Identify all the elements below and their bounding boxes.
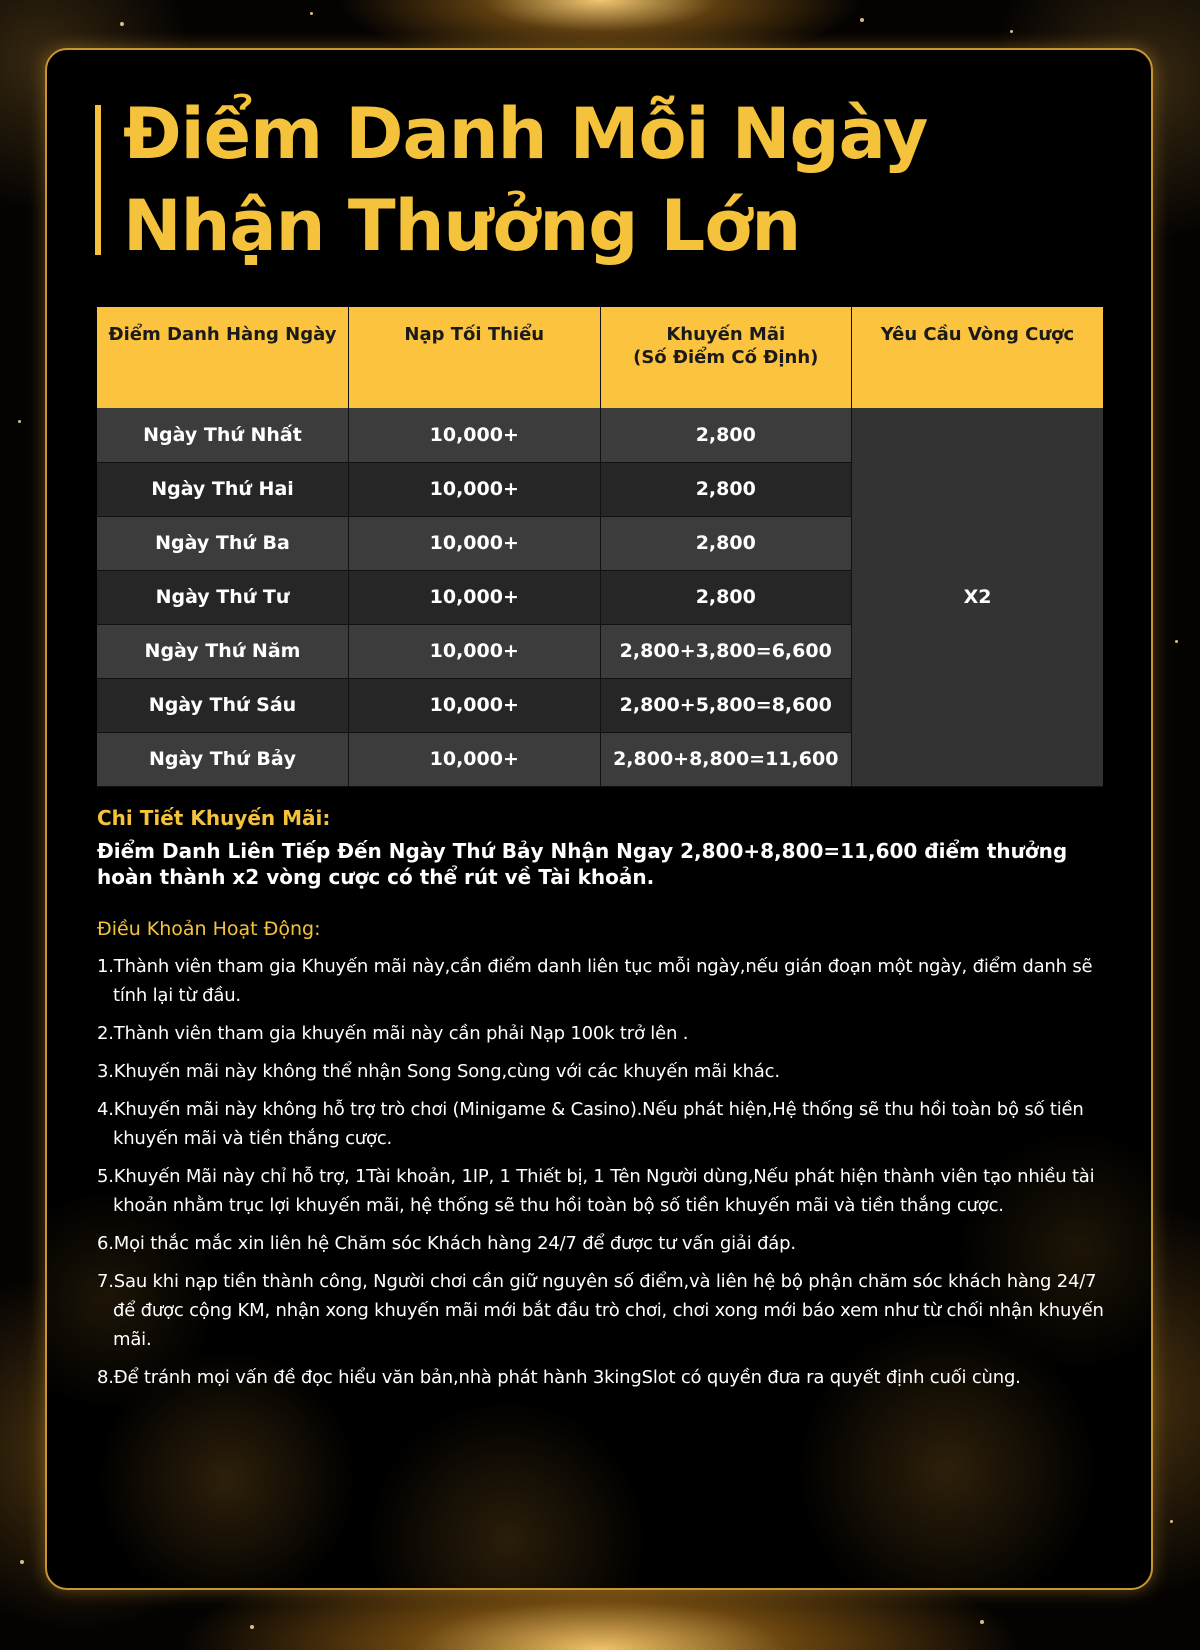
cell-min-deposit: 10,000+ (349, 408, 601, 462)
list-item: 2.Thành viên tham gia khuyến mãi này cần phải Nạp 100k trở lên . (97, 1023, 689, 1044)
cell-day: Ngày Thứ Bảy (97, 732, 349, 786)
sparkle-decoration (1170, 1520, 1173, 1523)
cell-day: Ngày Thứ Sáu (97, 678, 349, 732)
promo-table (97, 307, 1103, 787)
cell-min-deposit: 10,000+ (349, 678, 601, 732)
cell-wager: X2 (852, 408, 1104, 786)
sparkle-decoration (310, 12, 313, 15)
list-item: 3.Khuyến mãi này không thể nhận Song Song,cùng với các khuyến mãi khác. (97, 1061, 780, 1082)
terms-heading: Điều Khoản Hoạt Động: (97, 918, 321, 940)
sparkle-decoration (1010, 30, 1013, 33)
list-item: 1.Thành viên tham gia Khuyến mãi này,cần điểm danh liên tục mỗi ngày,nếu gián đoạn một ngày, điểm danh sẽ tính lại từ đầu. (97, 956, 1093, 1006)
cell-bonus: 2,800 (600, 516, 852, 570)
sparkle-decoration (980, 1620, 984, 1624)
cell-min-deposit: 10,000+ (349, 732, 601, 786)
header-min-deposit: Nạp Tối Thiểu (349, 307, 601, 408)
cell-bonus: 2,800+5,800=8,600 (600, 678, 852, 732)
cell-min-deposit: 10,000+ (349, 624, 601, 678)
title-line-1: Điểm Danh Mỗi Ngày (123, 93, 928, 175)
header-bonus: Khuyến Mãi (Số Điểm Cố Định) (600, 307, 852, 408)
cell-bonus: 2,800+8,800=11,600 (600, 732, 852, 786)
cell-min-deposit: 10,000+ (349, 516, 601, 570)
cell-day: Ngày Thứ Ba (97, 516, 349, 570)
details-summary: Điểm Danh Liên Tiếp Đến Ngày Thứ Bảy Nhận Ngay 2,800+8,800=11,600 điểm thưởng hoàn thành x2 vòng cược có thể rút về Tài khoản. (97, 839, 1068, 889)
cell-day: Ngày Thứ Tư (97, 570, 349, 624)
table-row (97, 408, 1103, 462)
sparkle-decoration (250, 1625, 254, 1629)
list-item: 7.Sau khi nạp tiền thành công, Người chơi cần giữ nguyên số điểm,và liên hệ bộ phận chăm sóc khách hàng 24/7 để được cộng KM, nhận xong khuyến mãi mới bắt đầu trò chơi, chơi xong mới báo xem như từ chối nhận khuyến mãi. (97, 1271, 1104, 1350)
sparkle-decoration (20, 1560, 24, 1564)
sparkle-decoration (120, 22, 124, 26)
cell-day: Ngày Thứ Hai (97, 462, 349, 516)
list-item: 4.Khuyến mãi này không hỗ trợ trò chơi (Minigame & Casino).Nếu phát hiện,Hệ thống sẽ thu hồi toàn bộ số tiền khuyến mãi và tiền thắng cược. (97, 1099, 1084, 1149)
cell-min-deposit: 10,000+ (349, 570, 601, 624)
header-checkin-day: Điểm Danh Hàng Ngày (97, 307, 349, 408)
promo-details (97, 806, 1107, 1401)
title-accent-bar (95, 105, 101, 255)
list-item: 5.Khuyến Mãi này chỉ hỗ trợ, 1Tài khoản, 1IP, 1 Thiết bị, 1 Tên Người dùng,Nếu phát hiện thành viên tạo nhiều tài khoản nhằm trục lợi khuyến mãi, hệ thống sẽ thu hồi toàn bộ số tiền khuyến mãi và tiền thắng cược. (97, 1166, 1095, 1216)
cell-min-deposit: 10,000+ (349, 462, 601, 516)
cell-bonus: 2,800 (600, 462, 852, 516)
cell-bonus: 2,800+3,800=6,600 (600, 624, 852, 678)
sparkle-decoration (860, 18, 864, 22)
terms-list (97, 952, 1107, 1392)
list-item: 6.Mọi thắc mắc xin liên hệ Chăm sóc Khách hàng 24/7 để được tư vấn giải đáp. (97, 1233, 796, 1254)
sparkle-decoration (1175, 640, 1178, 643)
cell-bonus: 2,800 (600, 570, 852, 624)
header-wager-requirement: Yêu Cầu Vòng Cược (852, 307, 1104, 408)
cell-bonus: 2,800 (600, 408, 852, 462)
promo-panel (45, 48, 1153, 1590)
page-title (123, 88, 927, 272)
title-line-2: Nhận Thưởng Lớn (123, 185, 801, 267)
table-header-row (97, 307, 1103, 408)
list-item: 8.Để tránh mọi vấn đề đọc hiểu văn bản,nhà phát hành 3kingSlot có quyền đưa ra quyết định cuối cùng. (97, 1367, 1021, 1388)
sparkle-decoration (18, 420, 21, 423)
details-heading: Chi Tiết Khuyến Mãi: (97, 806, 331, 830)
cell-day: Ngày Thứ Năm (97, 624, 349, 678)
cell-day: Ngày Thứ Nhất (97, 408, 349, 462)
